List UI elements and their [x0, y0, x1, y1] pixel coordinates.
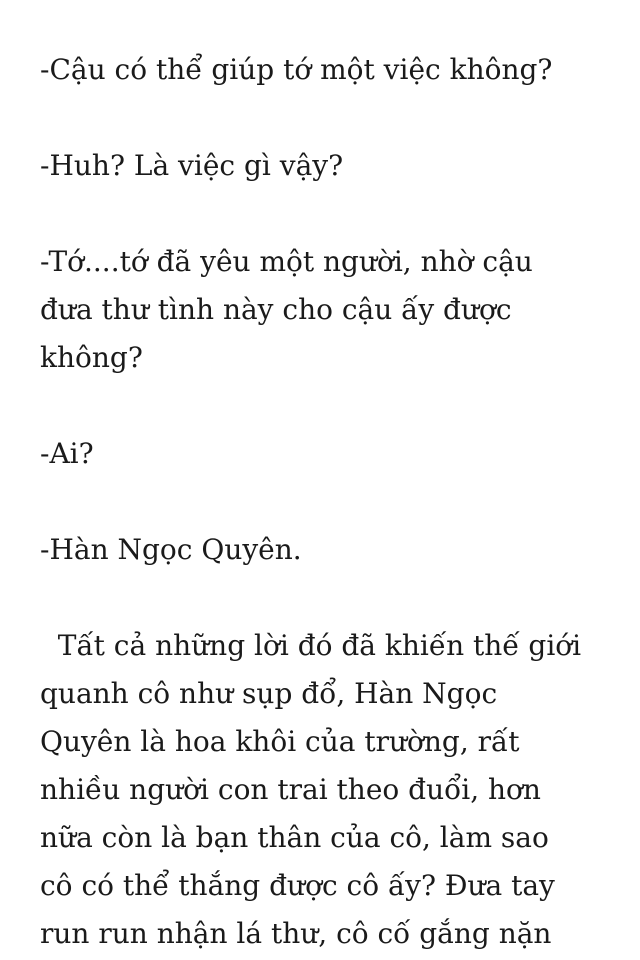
text-line: quanh cô như sụp đổ, Hàn Ngọc: [40, 677, 498, 710]
dialogue-line-4: [40, 430, 600, 478]
text-line: -Huh? Là việc gì vậy?: [40, 149, 344, 182]
text-line: Quyên là hoa khôi của trường, rất: [40, 725, 520, 758]
dialogue-line-3: [40, 238, 600, 382]
text-line: -Hàn Ngọc Quyên.: [40, 533, 302, 566]
text-line: Tất cả những lời đó đã khiến thế giới: [40, 629, 582, 662]
text-line: nhiều người con trai theo đuổi, hơn: [40, 773, 541, 806]
text-line: đưa thư tình này cho cậu ấy được: [40, 293, 512, 326]
text-line: run run nhận lá thư, cô cố gắng nặn: [40, 917, 552, 950]
dialogue-line-2: [40, 142, 600, 190]
text-line: nữa còn là bạn thân của cô, làm sao: [40, 821, 549, 854]
text-line: cô có thể thắng được cô ấy? Đưa tay: [40, 869, 555, 902]
dialogue-line-1: [40, 46, 600, 94]
dialogue-line-5: [40, 526, 600, 574]
text-line: không?: [40, 341, 143, 374]
text-line: -Cậu có thể giúp tớ một việc không?: [40, 53, 553, 86]
text-line: -Ai?: [40, 437, 94, 470]
narrative-paragraph: [40, 622, 600, 958]
text-line: -Tớ....tớ đã yêu một người, nhờ cậu: [40, 245, 533, 278]
